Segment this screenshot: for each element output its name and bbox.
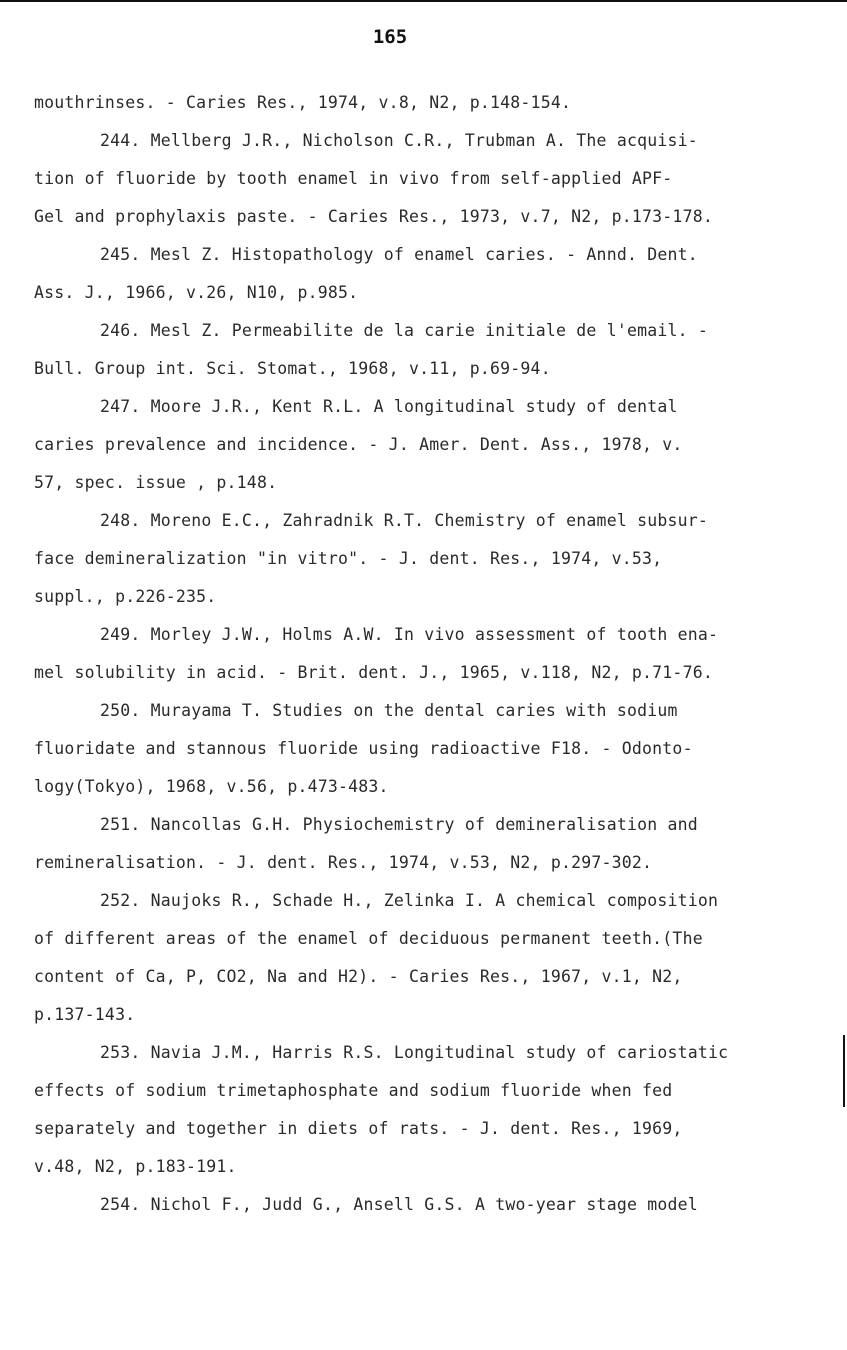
text-line: effects of sodium trimetaphosphate and sodium fluoride when fed [34, 1081, 673, 1100]
text-line: v.48, N2, p.183-191. [34, 1157, 237, 1176]
text-line: suppl., p.226-235. [34, 587, 217, 606]
text-line: remineralisation. - J. dent. Res., 1974, v.53, N2, p.297-302. [34, 853, 653, 872]
text-line: 248. Moreno E.C., Zahradnik R.T. Chemistry of enamel subsur- [100, 511, 709, 530]
text-line: p.137-143. [34, 1005, 136, 1024]
top-rule [0, 0, 847, 2]
page-number: 165 [372, 26, 408, 48]
text-line: 251. Nancollas G.H. Physiochemistry of demineralisation and [100, 815, 698, 834]
text-line: mouthrinses. - Caries Res., 1974, v.8, N2, p.148-154. [34, 93, 572, 112]
text-line: separately and together in diets of rats. - J. dent. Res., 1969, [34, 1119, 683, 1138]
text-line: 250. Murayama T. Studies on the dental caries with sodium [100, 701, 678, 720]
text-line: 254. Nichol F., Judd G., Ansell G.S. A two-year stage model [100, 1195, 698, 1214]
text-line: 247. Moore J.R., Kent R.L. A longitudinal study of dental [100, 397, 678, 416]
text-line: fluoridate and stannous fluoride using radioactive F18. - Odonto- [34, 739, 693, 758]
text-line: 246. Mesl Z. Permeabilite de la carie initiale de l'email. - [100, 321, 709, 340]
text-line: content of Ca, P, CO2, Na and H2). - Caries Res., 1967, v.1, N2, [34, 967, 683, 986]
text-line: tion of fluoride by tooth enamel in vivo from self-applied APF- [34, 169, 673, 188]
text-line: of different areas of the enamel of deciduous permanent teeth.(The [34, 929, 703, 948]
text-line: mel solubility in acid. - Brit. dent. J., 1965, v.118, N2, p.71-76. [34, 663, 713, 682]
text-line: Bull. Group int. Sci. Stomat., 1968, v.11, p.69-94. [34, 359, 551, 378]
text-line: 244. Mellberg J.R., Nicholson C.R., Trubman A. The acquisi- [100, 131, 698, 150]
text-line: Ass. J., 1966, v.26, N10, p.985. [34, 283, 359, 302]
text-line: 245. Mesl Z. Histopathology of enamel caries. - Annd. Dent. [100, 245, 698, 264]
reference-list [34, 84, 824, 1224]
margin-mark [843, 1035, 845, 1107]
text-line: 57, spec. issue , p.148. [34, 473, 278, 492]
text-line: 249. Morley J.W., Holms A.W. In vivo assessment of tooth ena- [100, 625, 719, 644]
text-line: caries prevalence and incidence. - J. Amer. Dent. Ass., 1978, v. [34, 435, 683, 454]
text-line: face demineralization "in vitro". - J. dent. Res., 1974, v.53, [34, 549, 663, 568]
text-line: Gel and prophylaxis paste. - Caries Res., 1973, v.7, N2, p.173-178. [34, 207, 713, 226]
text-line: 253. Navia J.M., Harris R.S. Longitudinal study of cariostatic [100, 1043, 729, 1062]
text-line: logy(Tokyo), 1968, v.56, p.473-483. [34, 777, 389, 796]
text-line: 252. Naujoks R., Schade H., Zelinka I. A chemical composition [100, 891, 719, 910]
